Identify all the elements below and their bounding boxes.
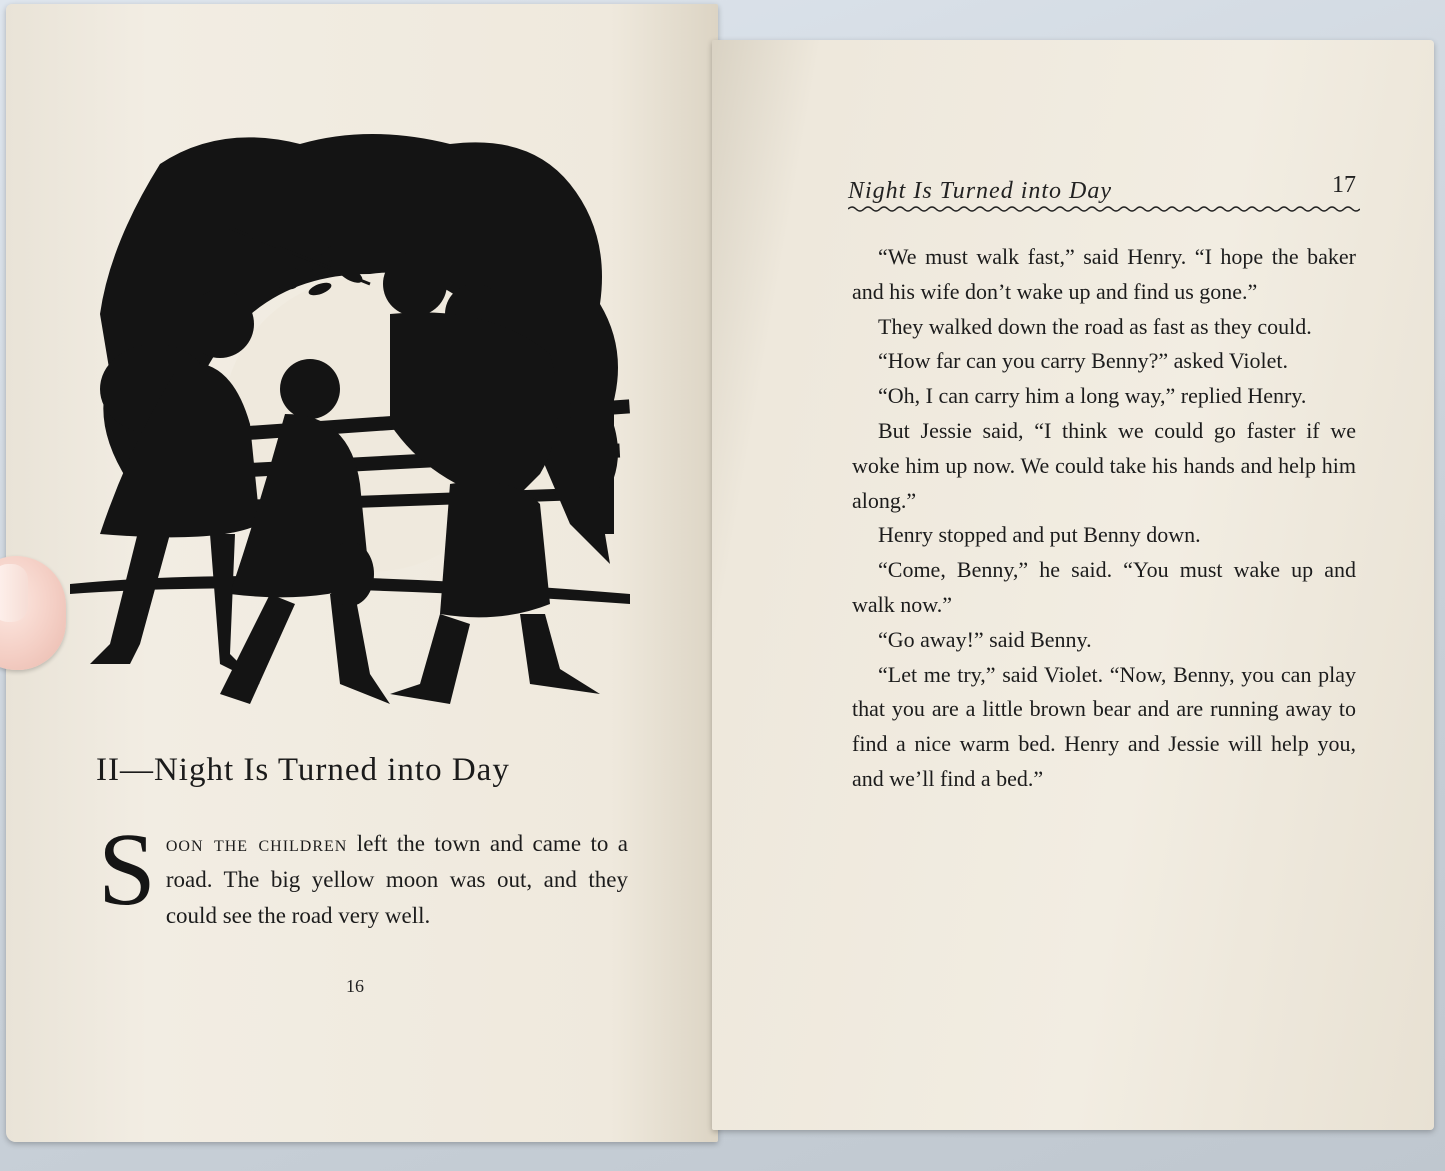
opening-paragraph xyxy=(94,812,628,934)
paragraph: But Jessie said, “I think we could go faster if we woke him up now. We could take his hands and help him along.” xyxy=(852,417,1356,513)
story-text xyxy=(852,240,1356,797)
paragraph: Henry stopped and put Benny down. xyxy=(878,522,1201,548)
paragraph: “Oh, I can carry him a long way,” replied Henry. xyxy=(878,383,1307,409)
paragraph: “We must walk fast,” said Henry. “I hope the baker and his wife don’t wake up and find us gone.” xyxy=(852,244,1356,304)
opening-text: left the town and came to a road. The big yellow moon was out, and they could see the road very well. xyxy=(165,831,628,928)
paragraph: “Let me try,” said Violet. “Now, Benny, you can play that you are a little brown bear and are running away to find a nice warm bed. Henry and Jessie will help you, and we’ll find a bed.” xyxy=(852,661,1356,791)
wavy-rule xyxy=(848,202,1360,216)
silhouette-illustration xyxy=(70,124,650,738)
drop-cap: S xyxy=(98,812,156,927)
chapter-title: II—Night Is Turned into Day xyxy=(96,752,510,788)
running-head: Night Is Turned into Day xyxy=(848,178,1113,204)
paragraph: They walked down the road as fast as they could. xyxy=(878,313,1312,339)
paragraph: “Go away!” said Benny. xyxy=(878,626,1092,652)
page-number-left: 16 xyxy=(346,976,364,996)
page-number-right: 17 xyxy=(1332,172,1356,198)
thumbnail-nail xyxy=(0,564,28,622)
paragraph: “Come, Benny,” he said. “You must wake up and walk now.” xyxy=(852,557,1356,617)
paragraph: “How far can you carry Benny?” asked Violet. xyxy=(878,348,1288,374)
opening-smallcaps: oon the children xyxy=(165,831,348,856)
